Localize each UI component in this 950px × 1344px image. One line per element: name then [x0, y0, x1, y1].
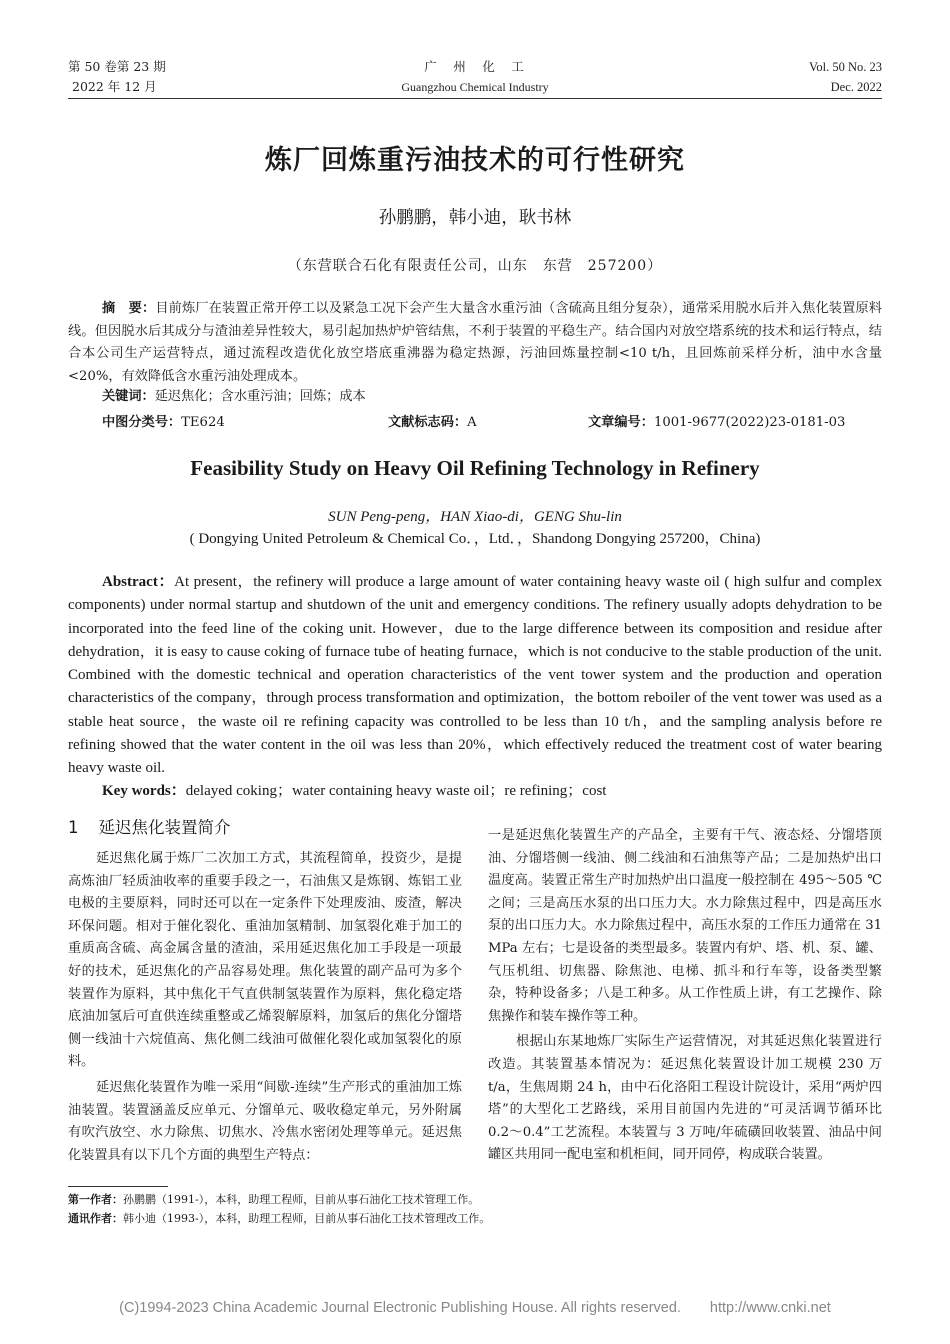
doc-code — [388, 412, 477, 434]
paragraph: 延迟焦化装置作为唯一采用“间歇-连续”生产形式的重油加工炼油装置。装置涵盖反应单元、分馏单元、吸收稳定单元，另外附属有吹汽放空、水力除焦、切焦水、冷焦水密闭处理等单元。延迟焦化装置具有以下几个方面的典型生产特点： — [68, 1079, 462, 1163]
keywords-en-label: Key words： — [102, 783, 186, 799]
abstract-en-text: At present，the refinery will produce a large amount of water containing heavy waste oil ( high sulfur and complex components) under normal startup and shutdown of the unit and emergency conditions. The refinery usually adopts dehydration to be incorporated into the feed line of the coking unit. However，due to the large difference between its composition and residue after dehydration，it is easy to cause coking of furnace tube of heating furnace，which is not conducive to the stable production of the unit. Combined with the domestic technical and operation characteristics of the vent tower system and the production and operation characteristics of the company，through process transformation and optimization，the bottom reboiler of the vent tower was used as a stable heat source，the waste oil re refining capacity was controlled to be less than 10 t/h，and the sampling analysis before re refining showed that the water content in the oil was less than 20%，which effectively reduced the treatment cost of water bearing heavy waste oil. — [68, 574, 882, 777]
paragraph: 一是延迟焦化装置生产的产品全，主要有干气、液态烃、分馏塔顶油、分馏塔侧一线油、侧二线油和石油焦等产品；二是加热炉出口温度高。装置正常生产时加热炉出口温度一般控制在 495～505 ℃之间；三是高压水泵的出口压力大。水力除焦过程中，四是高压水泵的出口压力大。水力除焦过程中，高压水泵的工作压力通常在 31 MPa 左右；七是设备的类型最多。装置内有炉、塔、机、泵、罐、气压机组、切焦器、除焦池、电梯、抓斗和行车等，设备类型繁杂，特种设备多；八是工种多。从工作性质上讲，有工艺操作、除焦操作和装车操作等工种。 — [488, 828, 882, 1024]
abstract-cn-text: 目前炼厂在装置正常开停工以及紧急工况下会产生大量含水重污油（含硫高且组分复杂），通常采用脱水后并入焦化装置原料线。但因脱水后其成分与渣油差异性较大，易引起加热炉炉管结焦，不利于装置的平稳生产。结合国内对放空塔系统的技术和运行特点，结合本公司生产运营特点，通过流程改造优化放空塔底重沸器为稳定热源，污油回炼量控制<10 t/h，且回炼前采样分析，油中水含量<20%，有效降低含水重污油处理成本。 — [68, 301, 882, 384]
paragraph: 根据山东某地炼厂实际生产运营情况，对其延迟焦化装置进行改造。其装置基本情况为：延迟焦化装置设计加工规模 230 万 t/a，生焦周期 24 h，由中石化洛阳工程设计院设计，采用“两炉四塔”的大型化工艺路线，采用目前国内先进的“可灵活调节循环比 0.2～0.4”工艺流程。本装置与 3 万吨/年硫磺回收装置、油品中间罐区共用同一配电室和机柜间，同开同停，构成联合装置。 — [488, 1034, 882, 1163]
right-column — [488, 825, 882, 1170]
abstract-cn — [68, 298, 882, 388]
section-number: 1 — [68, 818, 79, 837]
footnote-divider — [68, 1186, 168, 1187]
first-author-label: 第一作者： — [68, 1193, 123, 1206]
article-label: 文章编号： — [588, 415, 654, 430]
header-center-line1: 广 州 化 工 — [424, 59, 526, 74]
journal-name — [0, 57, 950, 97]
footnote-corresponding-author — [68, 1209, 882, 1228]
left-column — [68, 848, 462, 1170]
paper-authors-en: SUN Peng-peng，HAN Xiao-di，GENG Shu-lin — [328, 509, 622, 525]
paper-authors: 孙鹏鹏，韩小迪，耿书林 — [378, 208, 572, 228]
keywords-cn-label: 关键词： — [102, 389, 155, 404]
clc-label: 中图分类号： — [102, 415, 182, 430]
footnote-first-author — [68, 1190, 882, 1209]
paper-title-en: Feasibility Study on Heavy Oil Refining Technology in Refinery — [190, 456, 760, 480]
abstract-cn-label: 摘 要： — [102, 301, 156, 316]
paper-affiliation: （东营联合石化有限责任公司，山东 东营 257200） — [287, 258, 663, 274]
first-author-text: 孙鹏鹏（1991-），本科，助理工程师，目前从事石油化工技术管理工作。 — [123, 1193, 480, 1206]
corr-author-text: 韩小迪（1993-），本科，助理工程师，目前从事石油化工技术管理改工作。 — [123, 1212, 491, 1225]
abstract-en — [68, 571, 882, 781]
corr-author-label: 通讯作者： — [68, 1212, 123, 1225]
copyright-footer: (C)1994-2023 China Academic Journal Electronic Publishing House. All rights reserved. http://www.cnki.net — [119, 1300, 831, 1316]
doc-label: 文献标志码： — [388, 415, 468, 430]
clc-number — [102, 412, 225, 434]
keywords-cn — [102, 386, 366, 408]
header-right-line2: Dec. 2022 — [830, 80, 882, 94]
keywords-en — [102, 780, 882, 803]
paper-title: 炼厂回炼重污油技术的可行性研究 — [265, 145, 685, 176]
abstract-en-label: Abstract： — [102, 574, 175, 590]
paragraph: 延迟焦化属于炼厂二次加工方式，其流程简单，投资少，是提高炼油厂轻质油收率的重要手段之一，石油焦又是炼钢、炼铝工业电极的主要原料，同时还可以在一定条件下处理废油、废渣，解决环保问题。相对于催化裂化、重油加氢精制、加氢裂化难于加工的重质高含硫、高金属含量的渣油，采用延迟焦化加工手段是一项最好的技术，延迟焦化的产品容易处理。焦化装置的副产品可为多个装置作为原料，其中焦化干气直供制氢装置作为原料，焦化稳定塔底油加氢后可直供连续重整或乙烯裂解原料，加氢后的焦化分馏塔侧一线油十六烷值高、焦化侧二线油可做催化裂化或加氢裂化的原料。 — [68, 851, 462, 1070]
section-heading — [68, 814, 231, 838]
doc-value: A — [467, 415, 477, 430]
header-left-line1: 第 50 卷第 23 期 — [68, 59, 166, 74]
journal-volume-en — [809, 57, 882, 97]
keywords-cn-text: 延迟焦化；含水重污油；回炼；成本 — [154, 389, 366, 404]
header-right-line1: Vol. 50 No. 23 — [808, 60, 882, 74]
article-number — [588, 412, 845, 434]
header-left-line2: 2022 年 12 月 — [72, 79, 157, 94]
article-value: 1001-9677(2022)23-0181-03 — [653, 415, 846, 430]
header-center-line2: Guangzhou Chemical Industry — [401, 80, 549, 94]
section-title: 延迟焦化装置简介 — [98, 818, 231, 837]
paper-affiliation-en: ( Dongying United Petroleum & Chemical Co．，Ltd．，Shandong Dongying 257200，China) — [189, 531, 761, 547]
footnotes — [68, 1190, 882, 1228]
clc-value: TE624 — [181, 415, 225, 430]
keywords-en-text: delayed coking；water containing heavy waste oil；re refining；cost — [185, 783, 607, 799]
header-divider — [68, 98, 882, 99]
